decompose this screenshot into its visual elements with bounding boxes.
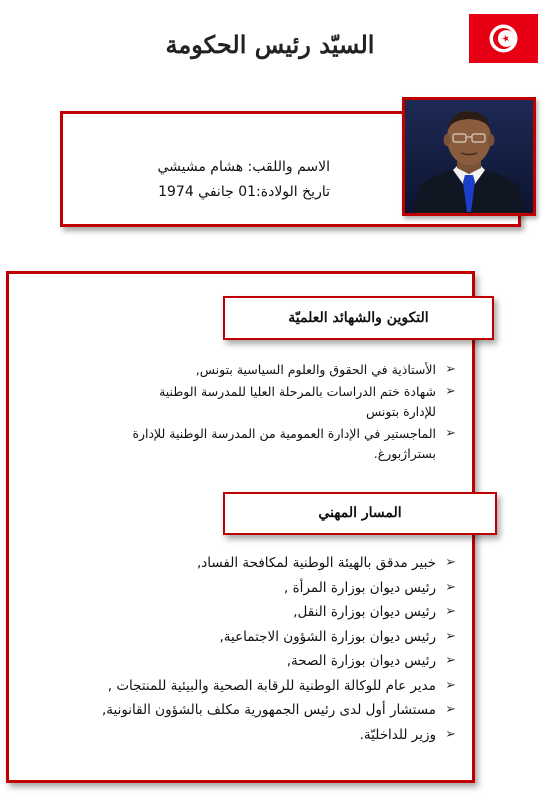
education-list: [130, 360, 456, 466]
list-item: ➢ رئيس ديوان بوزارة الصحة,: [40, 649, 456, 674]
identity-details: [140, 155, 330, 205]
list-item: ➢ مستشار أول لدى رئيس الجمهورية مكلف بالشؤون القانونية,: [40, 698, 456, 723]
checkmark-arrow-icon: ➢: [445, 362, 456, 377]
name-line: الاسم واللقب: هشام مشيشي: [157, 159, 330, 175]
education-heading: التكوين والشهائد العلميّة: [223, 296, 494, 340]
birth-date-line: تاريخ الولادة:01 جانفي 1974: [158, 184, 330, 200]
tunisia-flag: [469, 14, 538, 63]
career-heading: المسار المهني: [223, 492, 497, 535]
checkmark-arrow-icon: ➢: [445, 426, 456, 441]
list-item: ➢ خبير مدقق بالهيئة الوطنية لمكافحة الفساد,: [40, 551, 456, 576]
checkmark-arrow-icon: ➢: [445, 384, 456, 399]
list-item: ➢ الماجستير في الإدارة العمومية من المدرسة الوطنية للإدارة بستراژبورغ.: [132, 426, 456, 461]
checkmark-arrow-icon: ➢: [445, 653, 456, 668]
checkmark-arrow-icon: ➢: [445, 604, 456, 619]
list-item: ➢ رئيس ديوان بوزارة النقل,: [40, 600, 456, 625]
page-title: السيّد رئيس الحكومة: [165, 30, 375, 59]
portrait-photo: [402, 97, 536, 216]
tunisia-flag-icon: [469, 14, 538, 63]
checkmark-arrow-icon: ➢: [445, 628, 456, 644]
checkmark-arrow-icon: ➢: [445, 726, 456, 742]
portrait-image: [405, 100, 533, 213]
list-item: ➢ وزير للداخليّة.: [40, 723, 456, 748]
checkmark-arrow-icon: ➢: [445, 555, 456, 570]
list-item: ➢ رئيس ديوان بوزارة المرأة ,: [40, 576, 456, 601]
list-item: ➢ شهادة ختم الدراسات بالمرحلة العليا للمدرسة الوطنية للإدارة بتونس: [159, 384, 456, 419]
checkmark-arrow-icon: ➢: [445, 579, 456, 595]
checkmark-arrow-icon: ➢: [445, 677, 456, 693]
list-item: ➢ رئيس ديوان بوزارة الشؤون الاجتماعية,: [40, 625, 456, 650]
career-list: [40, 551, 456, 747]
list-item: ➢ الأستاذية في الحقوق والعلوم السياسية بتونس,: [130, 360, 456, 380]
checkmark-arrow-icon: ➢: [445, 702, 456, 717]
list-item: ➢ مدير عام للوكالة الوطنية للرقابة الصحية والبيئية للمنتجات ,: [40, 674, 456, 699]
